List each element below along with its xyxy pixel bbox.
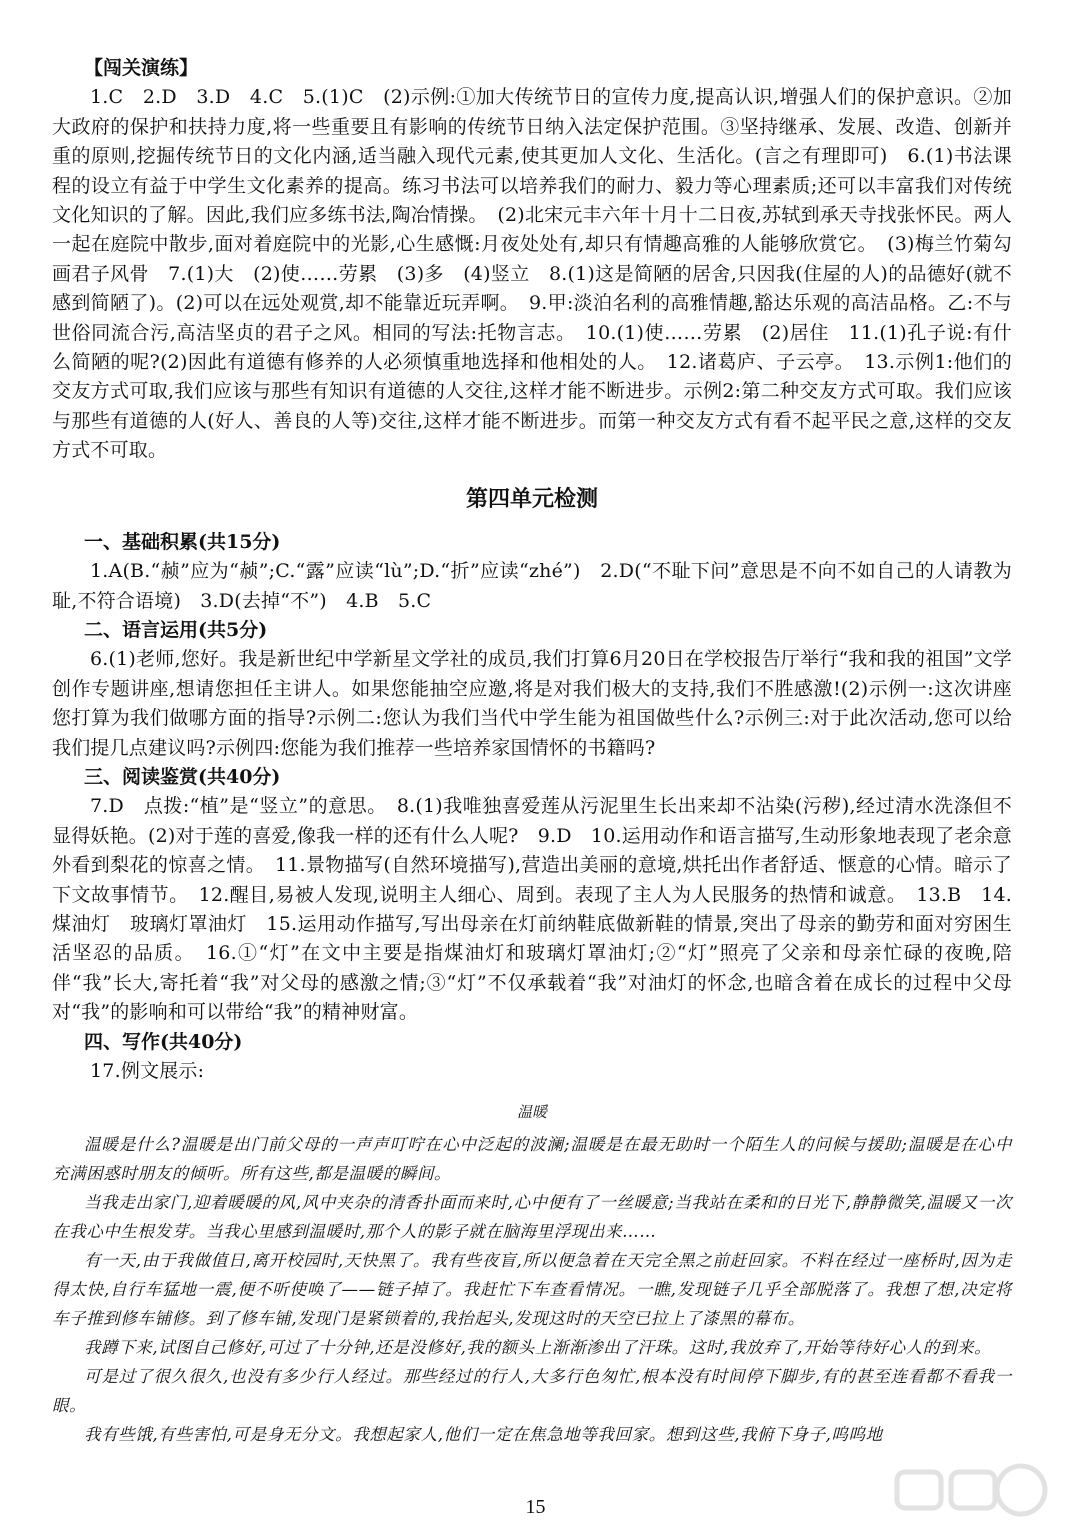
essay-paragraph: 有一天,由于我做值日,离开校园时,天快黑了。我有些夜盲,所以便急着在天完全黑之前赶回家。不料在经过一座桥时,因为走得太快,自行车猛地一震,便不听使唤了——链子掉了。我赶忙下车查看情况。一瞧,发现链子几乎全部脱落了。我想了想,决定将车子推到修车铺修。到了修车铺,发现门是紧锁着的,我抬起头,发现这时的天空已拉上了漆黑的幕布。 [52,1251,1012,1329]
section-header-practice: 【闯关演练】 [84,57,199,79]
part3-answers: 7.D 点拨:“植”是“竖立”的意思。 8.(1)我唯独喜爱莲从污泥里生长出来却不沾染(污秽),经过清水洗涤但不显得妖艳。(2)对于莲的喜爱,像我一样的还有什么人呢? 9.D 10.运用动作和语言描写,生动形象地表现了老余意外看到梨花的惊喜之情。 11.景物描写(自然环境描写),营造出美丽的意境,烘托出作者舒适、惬意的心情。暗示了下文故事情节。 12.醒目,易被人发现,说明主人细心、周到。表现了主人为人民服务的热情和诚意。 13.B 14.煤油灯 玻璃灯罩油灯 15.运用动作描写,写出母亲在灯前纳鞋底做新鞋的情景,突出了母亲的勤劳和面对穷困生活坚忍的品质。 16.①“灯”在文中主要是指煤油灯和玻璃灯罩油灯;②“灯”照亮了父亲和母亲忙碌的夜晚,陪伴“我”长大,寄托着“我”对父母的感激之情;③“灯”不仅承载着“我”对油灯的怀念,也暗含着在成长的过程中父母对“我”的影响和可以带给“我”的精神财富。 [52,795,1012,1024]
part1-answers: 1.A(B.“赪”应为“赪”;C.“露”应读“lù”;D.“折”应读“zhé”) 2.D(“不耻下问”意思是不向不如自己的人请教为耻,不符合语境) 3.D(去掉“不”) 4.B 5.C [52,560,1012,612]
page-number: 15 [525,1496,546,1518]
essay-paragraph: 当我走出家门,迎着暖暖的风,风中夹杂的清香扑面而来时,心中便有了一丝暖意;当我站在柔和的日光下,静静微笑,温暖又一次在我心中生根发芽。当我心里感到温暖时,那个人的影子就在脑海里浮现出来…… [52,1193,1012,1242]
essay-paragraph: 可是过了很久很久,也没有多少行人经过。那些经过的行人,大多行色匆忙,根本没有时间停下脚步,有的甚至连看都不看我一眼。 [52,1367,1012,1416]
part3-header: 三、阅读鉴赏(共40分) [84,765,281,788]
part2-header: 二、语言运用(共5分) [84,618,268,641]
page-content [52,54,1012,1449]
part4-header: 四、写作(共40分) [84,1030,243,1053]
essay-paragraph: 我有些饿,有些害怕,可是身无分文。我想起家人,他们一定在焦急地等我回家。想到这些,我俯下身子,呜呜地 [84,1425,883,1445]
essay-title: 温暖 [516,1103,547,1122]
essay-paragraph: 我蹲下来,试图自己修好,可过了十分钟,还是没修好,我的额头上渐渐渗出了汗珠。这时,我放弃了,开始等待好心人的到来。 [84,1338,992,1358]
essay-paragraph: 温暖是什么?温暖是出门前父母的一声声叮咛在心中泛起的波澜;温暖是在最无助时一个陌生人的问候与援助;温暖是在心中充满困惑时朋友的倾听。所有这些,都是温暖的瞬间。 [52,1135,1012,1184]
part1-header: 一、基础积累(共15分) [84,530,281,553]
part2-answers: 6.(1)老师,您好。我是新世纪中学新星文学社的成员,我们打算6月20日在学校报告厅举行“我和我的祖国”文学创作专题讲座,想请您担任主讲人。如果您能抽空应邀,将是对我们极大的支持,我们不胜感激!(2)示例一:这次讲座您打算为我们做哪方面的指导?示例二:您认为我们当代中学生能为祖国做些什么?示例三:对于此次活动,您可以给我们提几点建议吗?示例四:您能为我们推荐一些培养家国情怀的书籍吗? [52,648,1012,759]
unit-title: 第四单元检测 [465,485,598,512]
practice-answers: 1.C 2.D 3.D 4.C 5.(1)C (2)示例:①加大传统节日的宣传力度,提高认识,增强人们的保护意识。②加大政府的保护和扶持力度,将一些重要且有影响的传统节日纳入法定保护范围。③坚持继承、发展、改造、创新并重的原则,挖掘传统节日的文化内涵,适当融入现代元素,使其更加人文化、生活化。(言之有理即可) 6.(1)书法课程的设立有益于中学生文化素养的提高。练习书法可以培养我们的耐力、毅力等心理素质;还可以丰富我们对传统文化知识的了解。因此,我们应多练书法,陶冶情操。 (2)北宋元丰六年十月十二日夜,苏轼到承天寺找张怀民。两人一起在庭院中散步,面对着庭院中的光影,心生感慨:月夜处处有,却只有情趣高雅的人能够欣赏它。 (3)梅兰竹菊勾画君子风骨 7.(1)大 (2)使……劳累 (3)多 (4)竖立 8.(1)这是简陋的居舍,只因我(住屋的人)的品德好(就不感到简陋了)。(2)可以在远处观赏,却不能靠近玩弄啊。 9.甲:淡泊名利的高雅情趣,豁达乐观的高洁品格。乙:不与世俗同流合污,高洁坚贞的君子之风。相同的写法:托物言志。 10.(1)使……劳累 (2)居住 11.(1)孔子说:有什么简陋的呢?(2)因此有道德有修养的人必须慎重地选择和他相处的人。 12.诸葛庐、子云亭。 13.示例1:他们的交友方式可取,我们应该与那些有知识有道德的人交往,这样才能不断进步。示例2:第二种交友方式可取。我们应该与那些有道德的人(好人、善良的人等)交往,这样才能不断进步。而第一种交友方式有看不起平民之意,这样的交友方式不可取。 [52,86,1012,462]
part4-intro: 17.例文展示: [90,1060,205,1082]
watermark-logo-icon [891,1462,1051,1526]
